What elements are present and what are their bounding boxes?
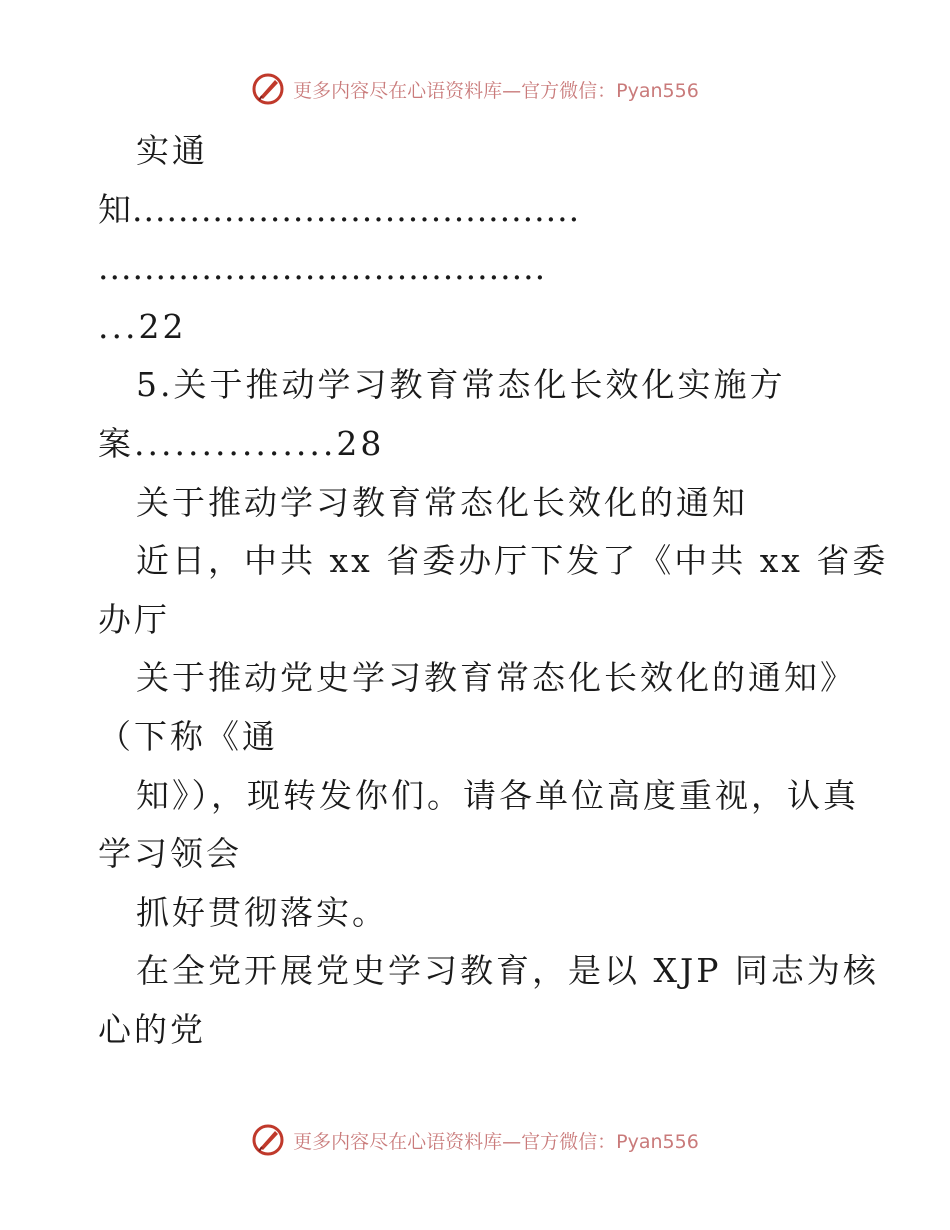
quill-seal-icon [251, 1123, 285, 1157]
paragraph-line: （下称《通 [98, 716, 278, 756]
header-banner [0, 72, 950, 106]
toc-line: 知....................................... [98, 189, 581, 229]
paragraph-line: 抓好贯彻落实。 [136, 892, 388, 932]
quill-seal-icon [251, 72, 285, 106]
banner-text: 更多内容尽在心语资料库—官方微信：Pyan556 [293, 79, 699, 102]
toc-line: 案...............28 [98, 423, 385, 463]
toc-page-number: ...22 [98, 306, 187, 346]
paragraph-line: 办厅 [98, 599, 170, 639]
footer-banner [0, 1123, 950, 1157]
paragraph-line: 关于推动党史学习教育常态化长效化的通知》 [136, 658, 856, 698]
text-line: 实通 [136, 131, 208, 170]
document-title: 关于推动学习教育常态化长效化的通知 [136, 482, 748, 522]
toc-line: 5.关于推动学习教育常态化长效化实施方 [136, 365, 786, 405]
toc-line: ....................................... [98, 248, 547, 288]
paragraph-line: 知》），现转发你们。请各单位高度重视，认真 [136, 775, 859, 815]
banner-text: 更多内容尽在心语资料库—官方微信：Pyan556 [293, 1130, 699, 1153]
paragraph-line: 近日，中共 xx 省委办厅下发了《中共 xx 省委 [136, 541, 889, 581]
paragraph-line: 心的党 [98, 1009, 206, 1049]
paragraph-line: 学习领会 [98, 834, 242, 874]
document-body [98, 122, 889, 1060]
paragraph-line: 在全党开展党史学习教育，是以 XJP 同志为核 [136, 951, 879, 991]
